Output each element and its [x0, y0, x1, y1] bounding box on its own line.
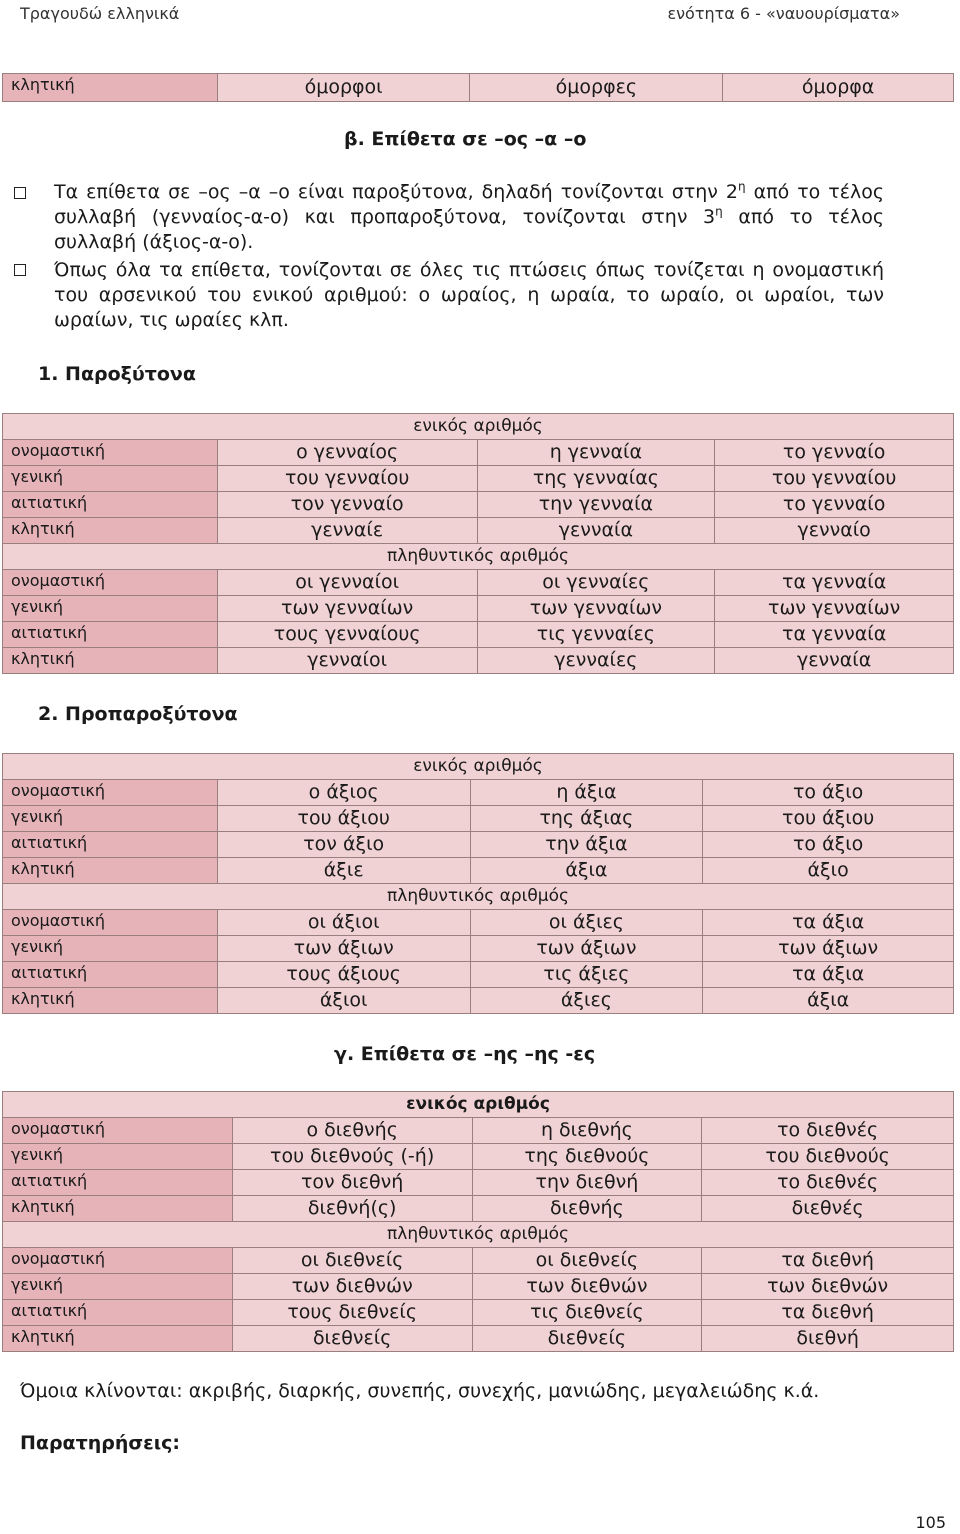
form-masculine: ο γενναίος — [217, 440, 477, 466]
table-row — [3, 988, 954, 1014]
case-label: ονομαστική — [3, 780, 218, 806]
table-row — [3, 754, 954, 780]
form-masculine: οι άξιοι — [217, 910, 470, 936]
form-neuter: το διεθνές — [702, 1170, 954, 1196]
form-neuter: το γενναίο — [715, 492, 954, 518]
form-masculine: τους άξιους — [217, 962, 470, 988]
form-masculine: γενναίοι — [217, 648, 477, 674]
table-row — [3, 1118, 954, 1144]
bullet-paragraph-1 — [54, 180, 884, 255]
table-row — [3, 492, 954, 518]
case-label: γενική — [3, 1144, 233, 1170]
form-neuter: τα γενναία — [715, 570, 954, 596]
case-label: αιτιατική — [3, 962, 218, 988]
form-neuter: διεθνές — [702, 1196, 954, 1222]
case-label: κλητική — [3, 988, 218, 1014]
form-masculine: του άξιου — [217, 806, 470, 832]
section-b-title: β. Επίθετα σε –ος –α –ο — [344, 128, 587, 150]
form-neuter: διεθνή — [702, 1326, 954, 1352]
form-neuter: όμορφα — [723, 74, 954, 102]
table-row — [3, 780, 954, 806]
form-feminine: της άξιας — [470, 806, 703, 832]
form-masculine: του διεθνούς (-ή) — [232, 1144, 472, 1170]
case-label: γενική — [3, 936, 218, 962]
table-row — [3, 1222, 954, 1248]
table-row — [3, 440, 954, 466]
form-feminine: τις διεθνείς — [472, 1300, 702, 1326]
case-label: αιτιατική — [3, 1170, 233, 1196]
case-label: γενική — [3, 596, 218, 622]
section-c-title: γ. Επίθετα σε –ης –ης -ες — [334, 1043, 596, 1065]
form-feminine: διεθνείς — [472, 1326, 702, 1352]
form-feminine: οι διεθνείς — [472, 1248, 702, 1274]
form-masculine: ο διεθνής — [232, 1118, 472, 1144]
case-label: γενική — [3, 806, 218, 832]
similar-adjectives-note: Όμοια κλίνονται: ακριβής, διαρκής, συνεπής, συνεχής, μανιώδης, μεγαλειώδης κ.ά. — [20, 1380, 820, 1402]
singular-header: ενικός αριθμός — [3, 1092, 954, 1118]
bullet-checkbox-icon — [14, 187, 26, 199]
bullet1-sup-2: η — [715, 204, 723, 219]
table-row — [3, 544, 954, 570]
bullet1-text-c: από το τέλος συλλαβή (άξιος-α-ο). — [54, 206, 884, 253]
form-feminine: τις άξιες — [470, 962, 703, 988]
form-neuter: των άξιων — [703, 936, 954, 962]
form-neuter: το γενναίο — [715, 440, 954, 466]
table-row — [3, 466, 954, 492]
header-right: ενότητα 6 - «ναυουρίσματα» — [667, 4, 900, 23]
table-row — [3, 518, 954, 544]
case-label: κλητική — [3, 74, 218, 102]
form-masculine: των γενναίων — [217, 596, 477, 622]
form-neuter: του διεθνούς — [702, 1144, 954, 1170]
form-neuter: το διεθνές — [702, 1118, 954, 1144]
form-neuter: το άξιο — [703, 832, 954, 858]
case-label: γενική — [3, 1274, 233, 1300]
form-neuter: άξια — [703, 988, 954, 1014]
form-feminine: η άξια — [470, 780, 703, 806]
form-neuter: τα διεθνή — [702, 1248, 954, 1274]
form-feminine: την γενναία — [477, 492, 715, 518]
form-masculine: ο άξιος — [217, 780, 470, 806]
form-feminine: τις γενναίες — [477, 622, 715, 648]
table-row — [3, 622, 954, 648]
form-feminine: οι γενναίες — [477, 570, 715, 596]
form-masculine: τον γενναίο — [217, 492, 477, 518]
case-label: κλητική — [3, 648, 218, 674]
singular-header: ενικός αριθμός — [3, 414, 954, 440]
table-axios — [2, 753, 954, 1014]
form-neuter: των διεθνών — [702, 1274, 954, 1300]
form-masculine: τον διεθνή — [232, 1170, 472, 1196]
form-neuter: γενναίο — [715, 518, 954, 544]
bullet-checkbox-icon — [14, 264, 26, 276]
table-row — [3, 414, 954, 440]
form-feminine: των άξιων — [470, 936, 703, 962]
form-feminine: των διεθνών — [472, 1274, 702, 1300]
table-row — [3, 910, 954, 936]
table-row — [3, 1248, 954, 1274]
case-label: αιτιατική — [3, 832, 218, 858]
table-row — [3, 884, 954, 910]
form-feminine: άξιες — [470, 988, 703, 1014]
table-row — [3, 648, 954, 674]
table-row — [3, 74, 954, 102]
case-label: ονομαστική — [3, 1248, 233, 1274]
case-label: αιτιατική — [3, 492, 218, 518]
form-feminine: την διεθνή — [472, 1170, 702, 1196]
table-diethnis — [2, 1091, 954, 1352]
plural-header: πληθυντικός αριθμός — [3, 1222, 954, 1248]
form-feminine: των γενναίων — [477, 596, 715, 622]
form-masculine: οι διεθνείς — [232, 1248, 472, 1274]
table-row — [3, 962, 954, 988]
table-row — [3, 806, 954, 832]
form-neuter: των γενναίων — [715, 596, 954, 622]
subsection-proparoxytone: 2. Προπαροξύτονα — [38, 703, 238, 725]
form-feminine: οι άξιες — [470, 910, 703, 936]
case-label: κλητική — [3, 518, 218, 544]
header-left: Τραγουδώ ελληνικά — [20, 4, 180, 23]
table-row — [3, 858, 954, 884]
case-label: γενική — [3, 466, 218, 492]
form-masculine: τους διεθνείς — [232, 1300, 472, 1326]
table-row — [3, 1196, 954, 1222]
singular-header: ενικός αριθμός — [3, 754, 954, 780]
notes-heading: Παρατηρήσεις: — [20, 1432, 181, 1454]
table-row — [3, 936, 954, 962]
form-neuter: τα άξια — [703, 910, 954, 936]
form-feminine: της γενναίας — [477, 466, 715, 492]
table-row — [3, 570, 954, 596]
form-feminine: άξια — [470, 858, 703, 884]
table-row — [3, 1274, 954, 1300]
case-label: ονομαστική — [3, 570, 218, 596]
table-row — [3, 1326, 954, 1352]
table-row — [3, 1300, 954, 1326]
form-neuter: το άξιο — [703, 780, 954, 806]
case-label: κλητική — [3, 1196, 233, 1222]
form-masculine: των άξιων — [217, 936, 470, 962]
case-label: ονομαστική — [3, 910, 218, 936]
plural-header: πληθυντικός αριθμός — [3, 544, 954, 570]
form-neuter: του άξιου — [703, 806, 954, 832]
table-row — [3, 596, 954, 622]
table-row — [3, 1144, 954, 1170]
form-feminine: διεθνής — [472, 1196, 702, 1222]
plural-header: πληθυντικός αριθμός — [3, 884, 954, 910]
form-masculine: οι γενναίοι — [217, 570, 477, 596]
form-neuter: τα άξια — [703, 962, 954, 988]
form-masculine: άξιοι — [217, 988, 470, 1014]
form-masculine: όμορφοι — [217, 74, 470, 102]
form-feminine: της διεθνούς — [472, 1144, 702, 1170]
table-omorfos-vocative — [2, 73, 954, 102]
bullet1-text-a: Τα επίθετα σε –ος –α –ο είναι παροξύτονα, δηλαδή τονίζονται στην 2 — [54, 181, 738, 203]
case-label: κλητική — [3, 858, 218, 884]
bullet1-sup-1: η — [738, 179, 746, 194]
form-masculine: τον άξιο — [217, 832, 470, 858]
form-feminine: την άξια — [470, 832, 703, 858]
bullet-paragraph-2: Όπως όλα τα επίθετα, τονίζονται σε όλες τις πτώσεις όπως τονίζεται η ονομαστική του αρσενικού του ενικού αριθμού: ο ωραίος, η ωραία, το ωραίο, οι ωραίοι, των ωραίων, τις ωραίες κλπ. — [54, 259, 884, 331]
bullet1-text-b: από το τέλος συλλαβή (γενναίος-α-ο) και προπαροξύτονα, τονίζονται στην 3 — [54, 181, 884, 228]
form-masculine: των διεθνών — [232, 1274, 472, 1300]
form-feminine: η διεθνής — [472, 1118, 702, 1144]
form-neuter: του γενναίου — [715, 466, 954, 492]
case-label: αιτιατική — [3, 1300, 233, 1326]
table-row — [3, 832, 954, 858]
form-neuter: τα διεθνή — [702, 1300, 954, 1326]
case-label: ονομαστική — [3, 440, 218, 466]
form-feminine: η γενναία — [477, 440, 715, 466]
form-masculine: τους γενναίους — [217, 622, 477, 648]
form-masculine: διεθνή(ς) — [232, 1196, 472, 1222]
form-neuter: τα γενναία — [715, 622, 954, 648]
form-masculine: διεθνείς — [232, 1326, 472, 1352]
table-row — [3, 1092, 954, 1118]
form-masculine: του γενναίου — [217, 466, 477, 492]
case-label: αιτιατική — [3, 622, 218, 648]
form-neuter: άξιο — [703, 858, 954, 884]
form-feminine: όμορφες — [470, 74, 723, 102]
form-feminine: γενναίες — [477, 648, 715, 674]
form-neuter: γενναία — [715, 648, 954, 674]
table-row — [3, 1170, 954, 1196]
case-label: ονομαστική — [3, 1118, 233, 1144]
case-label: κλητική — [3, 1326, 233, 1352]
page-number: 105 — [915, 1513, 946, 1532]
form-masculine: άξιε — [217, 858, 470, 884]
form-feminine: γενναία — [477, 518, 715, 544]
form-masculine: γενναίε — [217, 518, 477, 544]
subsection-paroxytone: 1. Παροξύτονα — [38, 363, 196, 385]
table-gennaios — [2, 413, 954, 674]
